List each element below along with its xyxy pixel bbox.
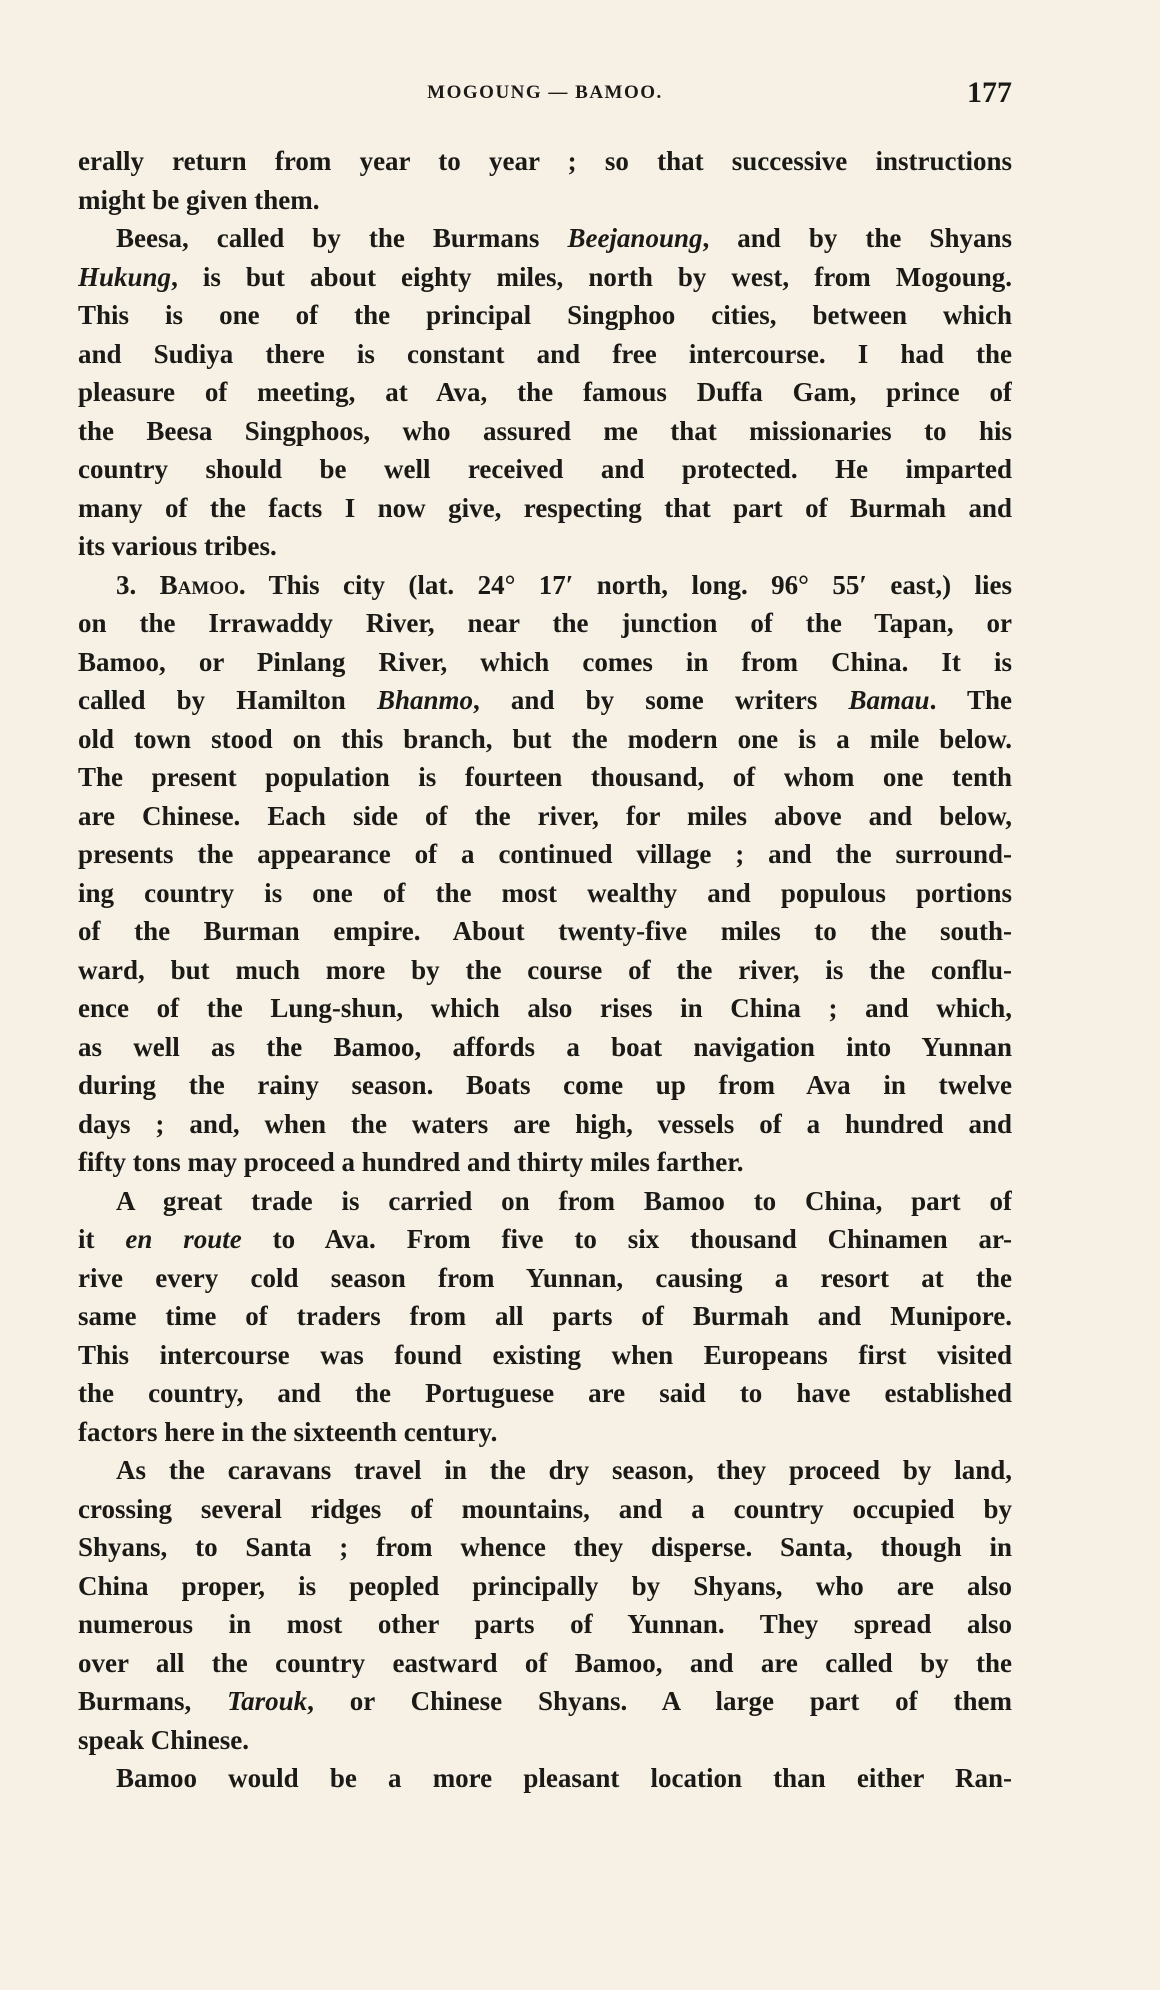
text-run: . The [929,685,1012,715]
text-line: over all the country eastward of Bamoo, and are called by the [78,1647,1012,1678]
italic-term: en route [125,1224,242,1254]
text-line: country should be well received and protected. He imparted [78,454,1012,484]
text-run: This city (lat. 24° 17′ north, long. 96° 55′ east,) lies [245,569,1012,600]
text-line: Shyans, to Santa ; from whence they disperse. Santa, though in [78,1532,1012,1562]
text-line: of the Burman empire. About twenty-five miles to the south- [78,916,1012,946]
text-line: A great trade is carried on from Bamoo to China, part of [116,1185,1012,1216]
italic-term: Tarouk [227,1686,308,1716]
text-line: numerous in most other parts of Yunnan. They spread also [78,1609,1012,1639]
text-run: Beesa, called by the Burmans [116,223,568,253]
text-run: 3. [116,569,160,600]
text-line: Bamoo would be a more pleasant location than either Ran- [116,1763,1012,1793]
body-text [78,142,1012,1798]
text-run: Burmans, [78,1686,228,1716]
italic-term: Hukung [78,261,172,292]
text-line [78,219,1012,258]
text-run: , is but about eighty miles, north by west, from Mogoung. [171,261,1012,292]
text-run: , or Chinese Shyans. A large part of them [307,1686,1012,1716]
text-line: ing country is one of the most wealthy and populous portions [78,877,1012,908]
text-line: The present population is fourteen thousand, of whom one tenth [78,762,1012,792]
text-line: rive every cold season from Yunnan, causing a resort at the [78,1262,1012,1293]
text-line: erally return from year to year ; so that successive instructions [78,146,1012,176]
text-line: ence of the Lung-shun, which also rises in China ; and which, [78,993,1012,1023]
italic-term: Beejanoung [567,223,703,253]
text-line [78,258,1012,297]
running-head [78,76,1012,116]
text-line: This intercourse was found existing when Europeans first visited [78,1339,1012,1370]
text-line: presents the appearance of a continued village ; and the surround- [78,839,1012,869]
text-line: the country, and the Portuguese are said to have established [78,1378,1012,1408]
text-line: ward, but much more by the course of the river, is the conflu- [78,954,1012,985]
text-line: old town stood on this branch, but the modern one is a mile below. [78,723,1012,754]
text-line: are Chinese. Each side of the river, for miles above and below, [78,800,1012,831]
text-run: it [78,1224,126,1254]
text-line [78,1220,1012,1259]
text-line: as well as the Bamoo, affords a boat navigation into Yunnan [78,1031,1012,1062]
small-caps-heading: Bamoo. [159,569,246,600]
text-line: speak Chinese. [78,1724,250,1755]
text-run: called by Hamilton [78,685,377,715]
text-line [78,1682,1012,1721]
text-line [78,681,1012,720]
italic-term: Bhanmo [376,685,474,715]
text-run: , and by some writers [473,685,849,715]
text-line: the Beesa Singphoos, who assured me that missionaries to his [78,415,1012,446]
text-line: during the rainy season. Boats come up from Ava in twelve [78,1070,1012,1100]
text-line: factors here in the sixteenth century. [78,1416,498,1447]
text-line: pleasure of meeting, at Ava, the famous Duffa Gam, prince of [78,377,1012,407]
text-line [78,566,1012,605]
text-line: and Sudiya there is constant and free intercourse. I had the [78,338,1012,369]
text-line: might be given them. [78,184,320,215]
text-line: its various tribes. [78,531,277,561]
running-title: MOGOUNG — BAMOO. [427,82,663,103]
text-line: As the caravans travel in the dry season, they proceed by land, [116,1455,1012,1485]
text-line: many of the facts I now give, respecting that part of Burmah and [78,492,1012,523]
text-line: Bamoo, or Pinlang River, which comes in from China. It is [78,646,1012,677]
text-line: crossing several ridges of mountains, and a country occupied by [78,1493,1012,1524]
text-line: same time of traders from all parts of Burmah and Munipore. [78,1301,1012,1331]
text-line: China proper, is peopled principally by Shyans, who are also [78,1570,1012,1601]
text-line: on the Irrawaddy River, near the junction of the Tapan, or [78,608,1012,638]
text-run: , and by the Shyans [702,223,1012,253]
text-line: This is one of the principal Singphoo cities, between which [78,300,1012,330]
page-number: 177 [967,76,1012,109]
text-line: days ; and, when the waters are high, vessels of a hundred and [78,1108,1012,1139]
text-run: to Ava. From five to six thousand Chinamen ar- [241,1224,1012,1254]
text-line: fifty tons may proceed a hundred and thirty miles farther. [78,1147,744,1177]
italic-term: Bamau [848,685,930,715]
